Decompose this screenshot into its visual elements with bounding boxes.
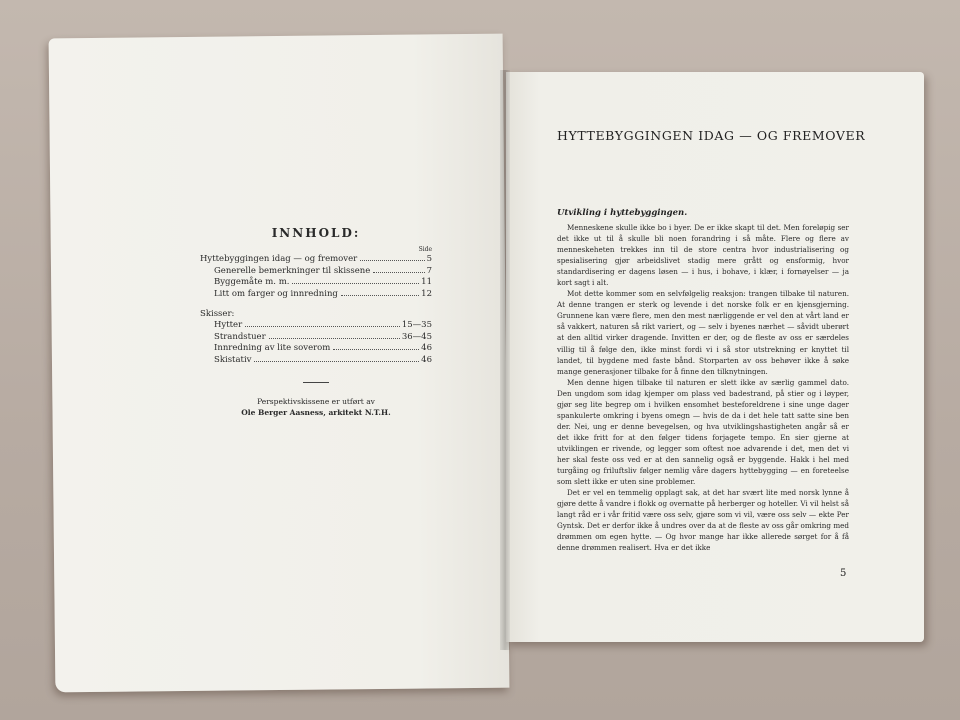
skisser-entry bbox=[200, 332, 432, 344]
credit-line: Perspektivskissene er utført av bbox=[257, 397, 375, 406]
toc-entry bbox=[200, 289, 432, 301]
toc-leader bbox=[292, 283, 419, 284]
skisser-entry-page: 46 bbox=[421, 343, 432, 353]
section-subtitle: Utvikling i hyttebyggingen. bbox=[557, 208, 688, 218]
toc-leader bbox=[254, 361, 419, 362]
toc-entry-label: Generelle bemerkninger til skissene bbox=[214, 265, 371, 276]
toc-entry-label: Byggemåte m. m. bbox=[214, 277, 290, 287]
skisser-entry-label: Strandstuer bbox=[214, 331, 266, 342]
body-text bbox=[557, 222, 849, 553]
skisser-entry bbox=[200, 355, 432, 367]
paragraph: Det er vel en temmelig opplagt sak, at det har svært lite med norsk lynne å gjøre dette å vandre i flokk og overnatte på herberger og hoteller. Vi vil helst så langt råd er i vår fritid være oss selv, gjøre som vi vil, være oss selv — ekte Per Gyntsk. Det er derfor ikke å undres over da at de fleste av oss går omkring med drømmen om egen hytte. — Og hvor mange har ikke allerede sørget for å få denne drømmen realisert. Hva er det ikke bbox=[557, 488, 849, 553]
divider bbox=[303, 382, 329, 383]
toc-leader bbox=[373, 272, 424, 273]
skisser-entry bbox=[200, 343, 432, 355]
toc-title: INNHOLD: bbox=[271, 226, 361, 240]
paragraph: Mot dette kommer som en selvfølgelig reaksjon: trangen tilbake til naturen. At denne trangen er sterk og levende i det norske folk er en kjensgjerning. Grunnene kan være flere, men den mest nærliggende er vel den at vårt land er så vakkert, naturen så rikt variert, og — selv i byenes nærhet — såvidt uberørt at den alltid virker dragende. Invitten er der, og de fleste av oss er særdeles villig til å følge den, ikke minst fordi vi i så stor utstrekning er knyttet til landet, til bygdene med faste bånd. Storparten av oss behøver ikke å søke mange generasjoner tilbake for å finne den tilknytningen. bbox=[557, 289, 849, 376]
toc-entry-page: 5 bbox=[426, 254, 432, 264]
skisser-entry-label: Skistativ bbox=[214, 354, 252, 365]
section-gap bbox=[200, 300, 432, 308]
skisser-entry-page: 36—45 bbox=[401, 331, 432, 342]
chapter-title: HYTTEBYGGINGEN IDAG — OG FREMOVER bbox=[557, 128, 866, 143]
toc-entry-page: 7 bbox=[426, 265, 432, 276]
skisser-entry-label: Hytter bbox=[214, 320, 243, 330]
toc-entry-page: 11 bbox=[421, 277, 432, 287]
toc-entry bbox=[200, 277, 432, 289]
toc-entry bbox=[200, 254, 432, 266]
toc-entry-page: 12 bbox=[421, 288, 432, 299]
book-gutter bbox=[500, 70, 510, 650]
skisser-entry bbox=[200, 320, 432, 332]
table-of-contents bbox=[200, 226, 432, 417]
skisser-heading: Skisser: bbox=[200, 309, 235, 319]
paragraph: Menneskene skulle ikke bo i byer. De er ikke skapt til det. Men foreløpig ser det ikke ut til å skulle bli noen forandring i så måte. Flere og flere av menneskeheten trekkes inn til de store centra hvor industrialisering og spesialisering gjør arbeidslivet stadig mere grått og ensformig, hvor standardisering er dagens løsen — i hus, i bohave, i klær, i fornøyelser — ja kort sagt i alt. bbox=[557, 223, 849, 288]
skisser-entry-page: 15—35 bbox=[401, 320, 432, 330]
toc-leader bbox=[245, 326, 400, 327]
toc-leader bbox=[269, 338, 400, 339]
toc-entry bbox=[200, 266, 432, 278]
toc-entry-label: Hyttebyggingen idag — og fremover bbox=[200, 254, 358, 264]
credit-name: Ole Berger Aasness, arkitekt N.T.H. bbox=[241, 408, 391, 417]
paragraph: Men denne higen tilbake til naturen er slett ikke av særlig gammel dato. Den ungdom som idag kjemper om plass ved badestrand, på stier og i løyper, gjør seg lite begrep om i hvilken ensomhet besteforeldrene i sine unge dager spankulerte omkring i byens omegn — hvis de da i det hele tatt satte sine ben der. Nei, ung er denne bevegelsen, og hva utviklingshastigheten angår så er det ikke fritt for at den følger tidens forjagete tempo. En sier gjerne at utviklingen er rivende, og legger som oftest noe advarende i det, men det vi her skal feste oss ved er at den sannelig også er byggende. Hakk i hel med turgåing og friluftsliv følger nemlig våre dagers hyttebygging — en foreteelse som slett ikke er uten sine problemer. bbox=[557, 377, 849, 487]
page-number: 5 bbox=[840, 568, 847, 579]
toc-leader bbox=[341, 295, 419, 296]
toc-leader bbox=[360, 260, 424, 261]
toc-leader bbox=[333, 349, 419, 350]
toc-entry-label: Litt om farger og innredning bbox=[214, 288, 338, 299]
skisser-entry-page: 46 bbox=[421, 354, 432, 365]
side-column-label: Side bbox=[418, 246, 432, 253]
skisser-entry-label: Innredning av lite soverom bbox=[214, 343, 331, 353]
